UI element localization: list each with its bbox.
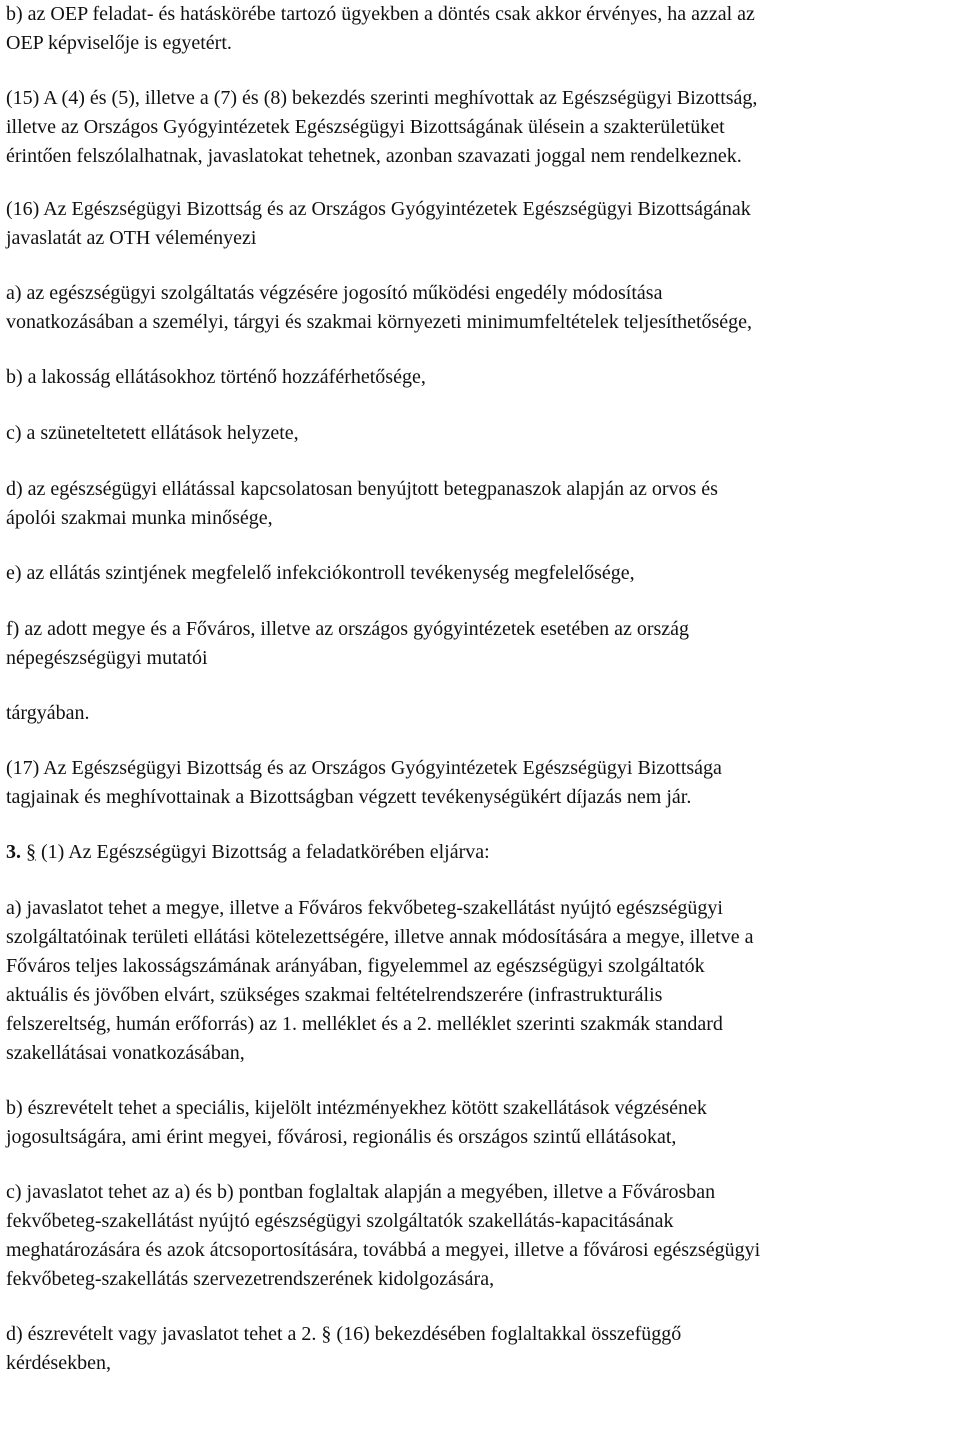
paragraph-17: (17) Az Egészségügyi Bizottság és az Országos Gyógyintézetek Egészségügyi Bizottsága tagjainak és meghívottainak a Bizottságban végzett tevékenységükért díjazás nem jár.: [6, 757, 722, 808]
paragraph-16-b: b) a lakosság ellátásokhoz történő hozzáférhetősége,: [6, 366, 426, 388]
paragraph-3-b: b) észrevételt tehet a speciális, kijelölt intézményekhez kötött szakellátások végzésének jogosultságára, ami érint megyei, fővárosi, regionális és országos szintű ellátásokat,: [6, 1097, 707, 1148]
section-sign: §: [26, 841, 36, 863]
paragraph-16-end: tárgyában.: [6, 702, 90, 724]
paragraph-16-c: c) a szüneteltetett ellátások helyzete,: [6, 422, 299, 444]
document-page: [6, 0, 956, 1378]
section-3-heading: [6, 838, 956, 867]
paragraph-16-d: d) az egészségügyi ellátással kapcsolatosan benyújtott betegpanaszok alapján az orvos és ápolói szakmai munka minősége,: [6, 478, 718, 529]
section-3-text: (1) Az Egészségügyi Bizottság a feladatkörében eljárva:: [36, 841, 490, 863]
paragraph-16-a: a) az egészségügyi szolgáltatás végzésére jogosító működési engedély módosítása vonatkozásában a személyi, tárgyi és szakmai környezeti minimumfeltételek teljesíthetősége,: [6, 282, 753, 333]
paragraph-15: (15) A (4) és (5), illetve a (7) és (8) bekezdés szerinti meghívottak az Egészségügyi Bizottság, illetve az Országos Gyógyintézetek Egészségügyi Bizottságának ülésein a szakterületüket érintően felszólalhatnak, javaslatokat tehetnek, azonban szavazati joggal nem rendelkeznek.: [6, 87, 758, 167]
paragraph-16: (16) Az Egészségügyi Bizottság és az Országos Gyógyintézetek Egészségügyi Bizottságának javaslatát az OTH véleményezi: [6, 198, 751, 249]
paragraph-16-e: e) az ellátás szintjének megfelelő infekciókontroll tevékenység megfelelősége,: [6, 562, 635, 584]
paragraph-3-c: c) javaslatot tehet az a) és b) pontban foglaltak alapján a megyében, illetve a Fővárosban fekvőbeteg-szakellátást nyújtó egészségügyi szolgáltatók szakellátás-kapacitásának meghatározására és azok átcsoportosítására, továbbá a megyei, illetve a fővárosi egészségügyi fekvőbeteg-szakellátás szervezetrendszerének kidolgozására,: [6, 1181, 761, 1290]
paragraph-3-d: d) észrevételt vagy javaslatot tehet a 2. § (16) bekezdésében foglaltakkal összefüggő kérdésekben,: [6, 1323, 682, 1374]
paragraph-16-f: f) az adott megye és a Főváros, illetve az országos gyógyintézetek esetében az ország népegészségügyi mutatói: [6, 618, 690, 669]
paragraph-b-oep: b) az OEP feladat- és hatáskörébe tartozó ügyekben a döntés csak akkor érvényes, ha azzal az OEP képviselője is egyetért.: [6, 3, 755, 54]
section-number: 3.: [6, 841, 21, 863]
paragraph-3-a: a) javaslatot tehet a megye, illetve a Főváros fekvőbeteg-szakellátást nyújtó egészségügyi szolgáltatóinak területi ellátási kötelezettségére, illetve annak módosítására a megye, illetve a Főváros teljes lakosságszámának arányában, figyelemmel az egészségügyi szolgáltatók aktuális és jövőben elvárt, szükséges szakmai feltételrendszerére (infrastrukturális felszereltség, humán erőforrás) az 1. melléklet és a 2. melléklet szerinti szakmák standard szakellátásai vonatkozásában,: [6, 897, 754, 1064]
